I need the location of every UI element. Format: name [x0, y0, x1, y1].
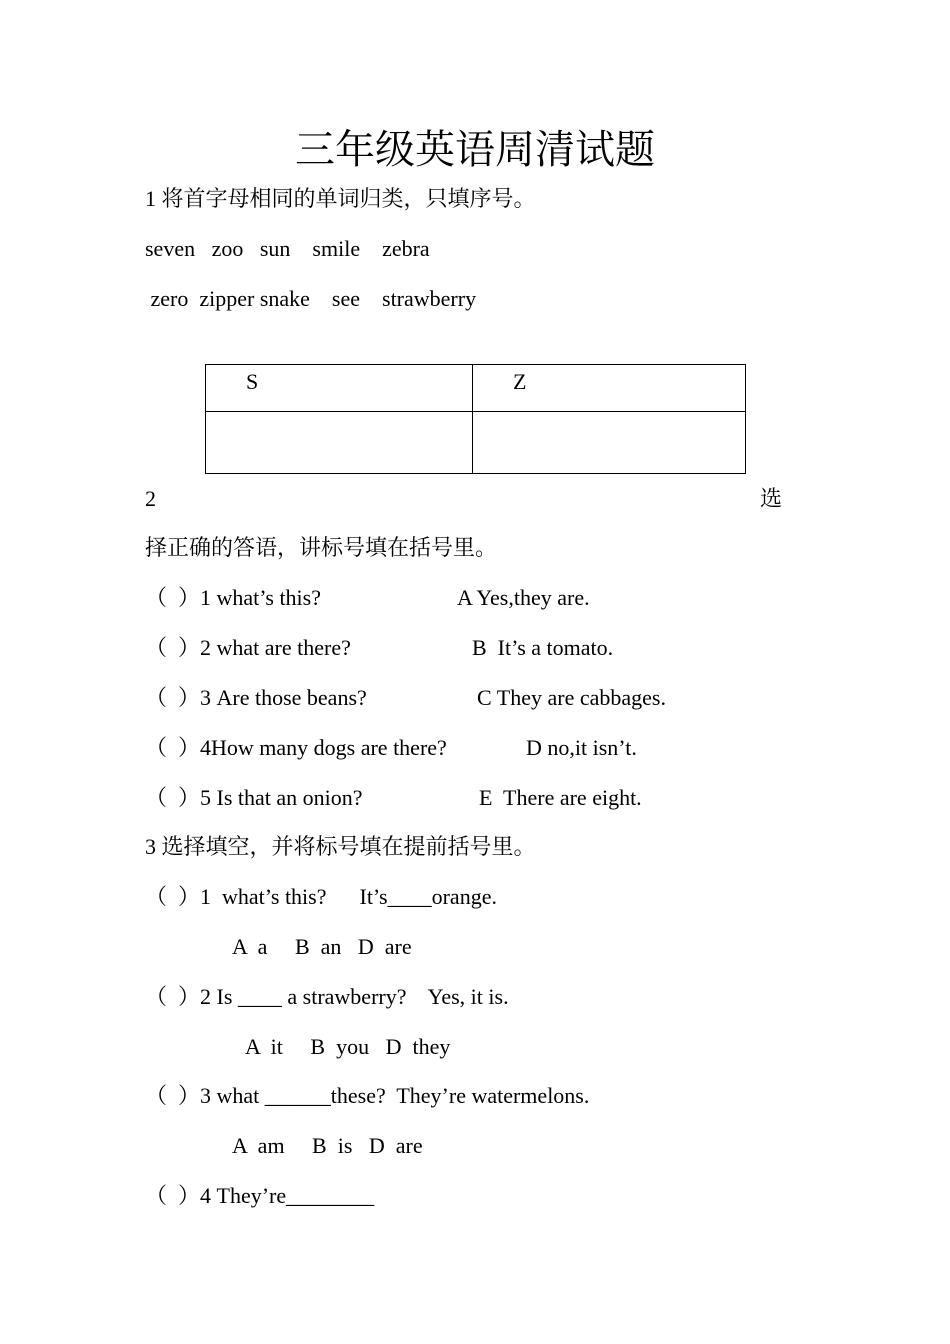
match-answer-a: A Yes,they are. — [457, 585, 590, 610]
section2-instruction-start: 选 — [760, 486, 783, 511]
column-z-answer-cell[interactable] — [473, 412, 746, 474]
sort-table — [205, 364, 746, 474]
section3-instruction: 3 选择填空，并将标号填在提前括号里。 — [145, 834, 536, 859]
section1-instruction: 1 将首字母相同的单词归类，只填序号。 — [145, 186, 536, 211]
page-title: 三年级英语周清试题 — [295, 127, 655, 172]
choice-question-1: （ ）1 what’s this? It’s____orange. — [145, 884, 497, 909]
choice-options-1: A a B an D are — [232, 934, 412, 959]
match-answer-e: E There are eight. — [479, 785, 642, 810]
section2-instruction: 择正确的答语，讲标号填在括号里。 — [145, 535, 498, 560]
section2-number: 2 — [145, 486, 156, 511]
choice-options-3: A am B is D are — [232, 1133, 423, 1158]
match-answer-b: B It’s a tomato. — [472, 635, 614, 660]
match-question-5: （ ）5 Is that an onion? — [145, 785, 363, 810]
choice-question-3: （ ）3 what ______these? They’re watermelons. — [145, 1083, 590, 1108]
choice-question-2: （ ）2 Is ____ a strawberry? Yes, it is. — [145, 984, 509, 1009]
match-answer-d: D no,it isn’t. — [526, 735, 637, 760]
column-z-header — [473, 365, 746, 412]
column-z-label: Z — [513, 369, 527, 394]
match-question-3: （ ）3 Are those beans? — [145, 685, 367, 710]
column-s-header — [206, 365, 473, 412]
word-list-line-1: seven zoo sun smile zebra — [145, 236, 430, 261]
match-answer-c: C They are cabbages. — [477, 685, 666, 710]
match-question-2: （ ）2 what are there? — [145, 635, 351, 660]
choice-question-4: （ ）4 They’re________ — [145, 1183, 375, 1208]
column-s-answer-cell[interactable] — [206, 412, 473, 474]
word-list-line-2: zero zipper snake see strawberry — [145, 286, 477, 311]
choice-options-2: A it B you D they — [245, 1034, 451, 1059]
match-question-1: （ ）1 what’s this? — [145, 585, 321, 610]
column-s-label: S — [246, 369, 259, 394]
match-question-4: （ ）4How many dogs are there? — [145, 735, 447, 760]
